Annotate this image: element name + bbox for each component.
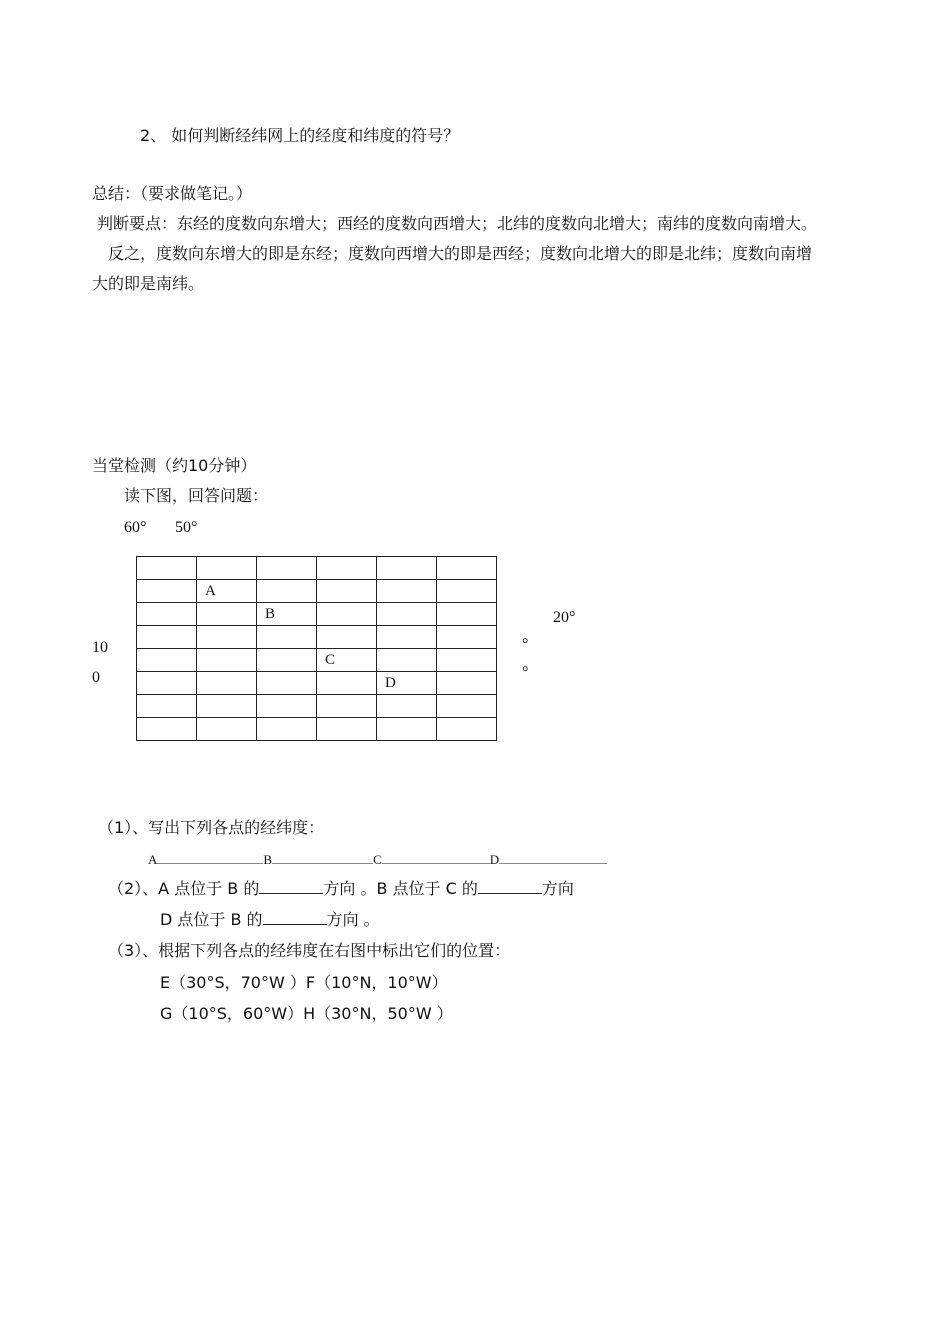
grid-cell	[137, 603, 197, 626]
lat-lon-grid	[136, 556, 497, 741]
grid-row	[137, 557, 497, 580]
grid-cell	[437, 718, 497, 741]
q2-blank-3[interactable]	[263, 910, 327, 925]
summary-line-1: 判断要点：东经的度数向东增大；西经的度数向西增大；北纬的度数向北增大；南纬的度数向南增大。	[97, 214, 818, 233]
grid-cell	[377, 580, 437, 603]
grid-cell	[197, 649, 257, 672]
grid-cell	[257, 718, 317, 741]
summary-line-2: 反之，度数向东增大的即是东经；度数向西增大的即是西经；度数向北增大的即是北纬；度数向南增	[108, 244, 813, 263]
point-d: D	[385, 674, 396, 691]
grid-row	[137, 626, 497, 649]
grid-cell	[137, 695, 197, 718]
grid-cell	[197, 580, 257, 603]
grid-row	[137, 649, 497, 672]
grid-cell	[377, 718, 437, 741]
q2-text-a: （2）、A 点位于 B 的	[108, 879, 260, 898]
grid-cell	[257, 626, 317, 649]
grid-row	[137, 672, 497, 695]
q1-label-a: A	[148, 852, 158, 867]
grid-cell	[137, 649, 197, 672]
check-instruction: 读下图，回答问题：	[124, 486, 269, 505]
grid-cell	[377, 603, 437, 626]
grid-cell	[437, 603, 497, 626]
grid-cell	[317, 649, 377, 672]
q1-blank-c[interactable]	[382, 851, 490, 864]
grid-cell	[437, 695, 497, 718]
grid-cell	[257, 649, 317, 672]
grid-row	[137, 603, 497, 626]
grid-cell	[197, 603, 257, 626]
grid-cell	[137, 580, 197, 603]
latitude-label-20: 20°	[553, 609, 576, 626]
q2-text-e: 方向 。	[326, 910, 380, 929]
grid-cell	[257, 672, 317, 695]
grid-cell	[137, 718, 197, 741]
summary-line-3: 大的即是南纬。	[92, 274, 205, 293]
grid-cell	[137, 672, 197, 695]
grid-cell	[437, 580, 497, 603]
q1-blank-a[interactable]	[157, 851, 263, 864]
check-title: 当堂检测（约10分钟）	[92, 456, 257, 475]
grid-cell	[317, 695, 377, 718]
grid-cell	[197, 557, 257, 580]
grid-cell	[257, 557, 317, 580]
grid-cell	[437, 649, 497, 672]
grid-cell	[197, 718, 257, 741]
grid-cell	[197, 626, 257, 649]
latitude-label-10: 10	[92, 639, 108, 656]
grid-cell	[317, 557, 377, 580]
summary-title: 总结：（要求做笔记。）	[92, 184, 253, 203]
grid-cell	[317, 580, 377, 603]
grid-cell	[137, 626, 197, 649]
q1-label-b: B	[263, 852, 273, 867]
q1-label-c: C	[373, 852, 382, 867]
grid-cell	[317, 718, 377, 741]
q1-blank-b[interactable]	[272, 851, 373, 864]
point-a: A	[205, 582, 216, 599]
latitude-label-0: 0	[92, 669, 100, 686]
q1-prompt: （1）、写出下列各点的经纬度：	[98, 818, 325, 837]
grid-row	[137, 695, 497, 718]
grid-cell	[317, 672, 377, 695]
grid-cell	[317, 626, 377, 649]
q2-text-d: D 点位于 B 的	[160, 910, 263, 929]
grid-row	[137, 718, 497, 741]
q2-line-2	[160, 910, 380, 928]
q3-prompt: （3）、根据下列各点的经纬度在右图中标出它们的位置：	[108, 941, 511, 960]
longitude-label-50: 50°	[175, 519, 198, 536]
q1-answer-line	[148, 851, 607, 866]
q2-line-1	[108, 879, 574, 897]
point-b: B	[265, 605, 276, 622]
grid-cell	[137, 557, 197, 580]
grid-cell	[437, 626, 497, 649]
grid-cell	[257, 695, 317, 718]
grid-cell	[377, 649, 437, 672]
grid-cell	[197, 672, 257, 695]
q1-label-d: D	[489, 852, 500, 867]
latitude-degree-mark-1: °	[522, 636, 529, 653]
grid-cell	[257, 580, 317, 603]
q2-text-b: 方向 。B 点位于 C 的	[323, 879, 478, 898]
question-2: 2、 如何判断经纬网上的经度和纬度的符号？	[140, 126, 460, 145]
grid-row	[137, 580, 497, 603]
grid-cell	[377, 626, 437, 649]
grid-cell	[437, 557, 497, 580]
q3-line-2: G（10°S，60°W）H（30°N，50°W ）	[160, 1004, 453, 1023]
point-c: C	[325, 651, 336, 668]
q2-text-c: 方向	[541, 879, 574, 898]
grid-cell	[377, 672, 437, 695]
q1-blank-d[interactable]	[499, 851, 607, 864]
grid-cell	[437, 672, 497, 695]
grid-cell	[197, 695, 257, 718]
q2-blank-2[interactable]	[478, 879, 542, 894]
grid-cell	[257, 603, 317, 626]
grid-cell	[377, 557, 437, 580]
longitude-label-60: 60°	[124, 519, 147, 536]
latitude-degree-mark-2: °	[522, 664, 529, 681]
grid-cell	[317, 603, 377, 626]
grid-cell	[377, 695, 437, 718]
q3-line-1: E（30°S，70°W ）F（10°N，10°W）	[160, 973, 448, 992]
q2-blank-1[interactable]	[259, 879, 323, 894]
